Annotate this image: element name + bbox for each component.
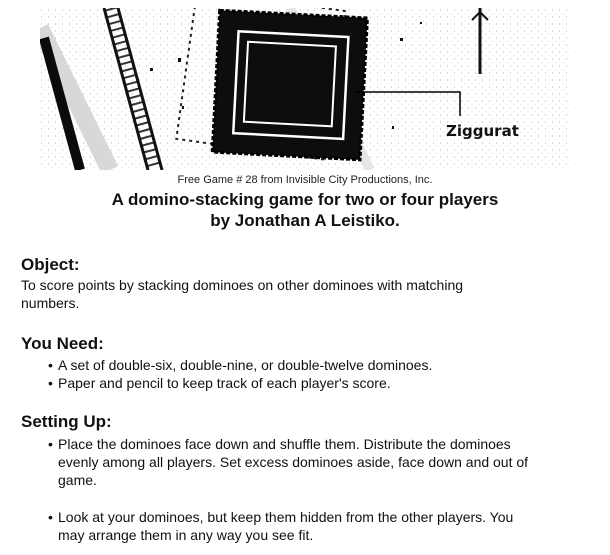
object-text-line-2: numbers. — [21, 295, 80, 311]
page-title — [0, 189, 610, 231]
list-item-line: may arrange them in any way you see fit. — [58, 527, 314, 543]
list-item: • A set of double-six, double-nine, or double-twelve dominoes. — [48, 356, 588, 374]
list-item-line: evenly among all players. Set excess dominoes aside, face down and out of — [58, 454, 529, 470]
ziggurat-aerial-drawing — [40, 8, 570, 170]
list-item-line: • Look at your dominoes, but keep them hidden from the other players. You — [58, 509, 514, 525]
you-need-list — [48, 356, 588, 392]
title-line-2: by Jonathan A Leistiko. — [210, 211, 400, 230]
ziggurat-banner-illustration — [40, 8, 570, 170]
object-text-line-1: To score points by stacking dominoes on other dominoes with matching — [21, 277, 464, 293]
ziggurat-label: Ziggurat — [446, 122, 519, 140]
list-item — [48, 508, 588, 544]
object-heading: Object: — [21, 255, 80, 274]
list-item: • Paper and pencil to keep track of each player's score. — [48, 374, 588, 392]
setting-up-heading: Setting Up: — [21, 412, 112, 431]
list-item-line: game. — [58, 472, 97, 488]
setting-up-list-continued — [48, 508, 588, 544]
title-line-1: A domino-stacking game for two or four players — [111, 190, 499, 209]
ziggurat-structure — [212, 10, 367, 160]
object-text — [21, 276, 581, 312]
you-need-heading: You Need: — [21, 334, 104, 353]
list-item-line: • Place the dominoes face down and shuffle them. Distribute the dominoes — [58, 436, 511, 452]
credit-line: Free Game # 28 from Invisible City Productions, Inc. — [177, 174, 433, 186]
list-item — [48, 435, 588, 489]
setting-up-list — [48, 435, 588, 489]
